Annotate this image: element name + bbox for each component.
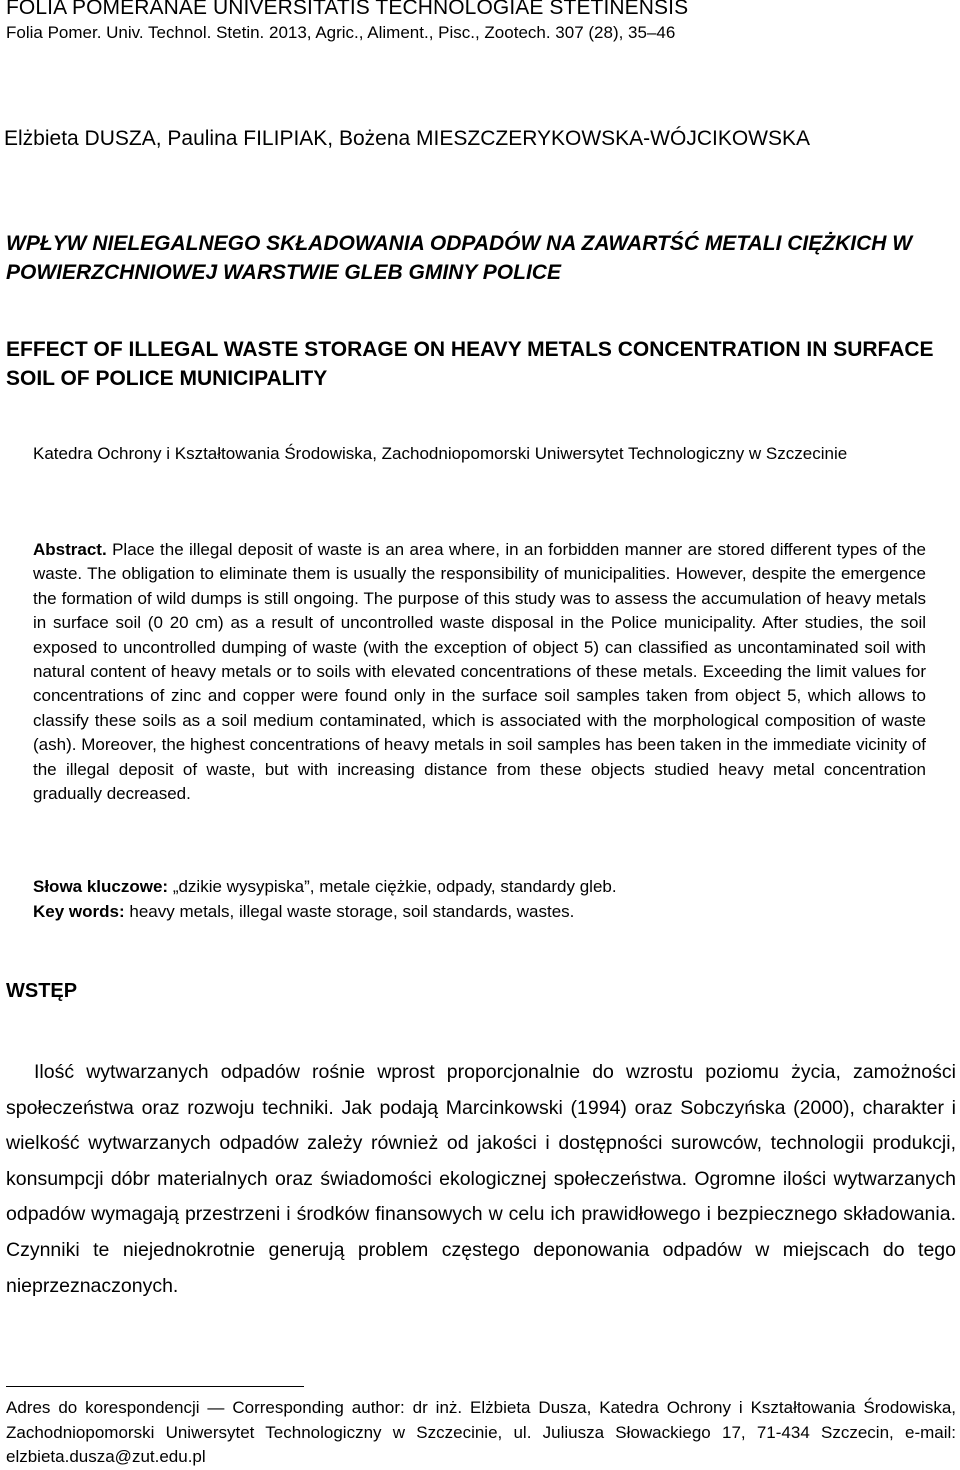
abstract-label: Abstract. bbox=[33, 540, 107, 559]
keywords-block bbox=[33, 874, 933, 924]
correspondence-footnote: Adres do korespondencji — Corresponding author: dr inż. Elżbieta Dusza, Katedra Ochrony i Kształtowania Środowiska, Zachodniopomorski Uniwersytet Technologiczny w Szczecinie, ul. Juliusza Słowackiego 17, 71-434 Szczecin, e-mail: elzbieta.dusza@zut.edu.pl bbox=[6, 1398, 956, 1466]
keywords-polish bbox=[33, 874, 933, 899]
keywords-polish-text: „dzikie wysypiska”, metale ciężkie, odpady, standardy gleb. bbox=[168, 877, 617, 896]
section-heading: WSTĘP bbox=[6, 980, 78, 1002]
keywords-english-label: Key words: bbox=[33, 902, 125, 921]
footnote-divider bbox=[6, 1386, 304, 1387]
abstract-text: Place the illegal deposit of waste is an area where, in an forbidden manner are stored different types of the waste. The obligation to eliminate them is usually the responsibility of municipalities. However, despite the emergence the formation of wild dumps is still ongoing. The purpose of this study was to assess the accumulation of heavy metals in surface soil (0 20 cm) as a result of uncontrolled waste disposal in the Police municipality. After studies, the soil exposed to uncontrolled dumping of waste (with the exception of object 5) can classified as uncontaminated soil with natural content of heavy metals or to soils with elevated concentrations of these metals. Exceeding the limit values for concentrations of zinc and copper were found only in the surface soil samples taken from object 5, which allows to classify these soils as a soil medium contaminated, which is associated with the morphological composition of waste (ash). Moreover, the highest concentrations of heavy metals in soil samples has been taken in the immediate vicinity of the illegal deposit of waste, but with increasing distance from these objects studied heavy metal concentration gradually decreased. bbox=[33, 540, 926, 804]
keywords-english-text: heavy metals, illegal waste storage, soil standards, wastes. bbox=[124, 902, 575, 921]
article-title-english: EFFECT OF ILLEGAL WASTE STORAGE ON HEAVY METALS CONCENTRATION IN SURFACE SOIL OF POLICE MUNICIPALITY bbox=[6, 338, 934, 390]
affiliation: Katedra Ochrony i Kształtowania Środowiska, Zachodniopomorski Uniwersytet Technologiczny w Szczecinie bbox=[33, 444, 848, 463]
keywords-english bbox=[33, 899, 933, 924]
keywords-polish-label: Słowa kluczowe: bbox=[33, 877, 169, 896]
abstract bbox=[33, 538, 926, 806]
journal-citation: Folia Pomer. Univ. Technol. Stetin. 2013, Agric., Aliment., Pisc., Zootech. 307 (28), 35–46 bbox=[6, 23, 676, 42]
intro-paragraph-text: Ilość wytwarzanych odpadów rośnie wprost proporcjonalnie do wzrostu poziomu życia, zamożności społeczeństwa oraz rozwoju techniki. Jak podają Marcinkowski (1994) oraz Sobczyńska (2000), charakter i wielkość wytwarzanych odpadów zależy również od jakości i dostępności surowców, technologii produkcji, konsumpcji dóbr materialnych oraz świadomości ekologicznej społeczeństwa. Ogromne ilości wytwarzanych odpadów wymagają przestrzeni i środków finansowych w celu ich prawidłowego i bezpiecznego składowania. Czynniki te niejednokrotnie generują problem częstego deponowania odpadów w miejscach do tego nieprzeznaczonych. bbox=[6, 1061, 956, 1297]
journal-title: FOLIA POMERANAE UNIVERSITATIS TECHNOLOGIAE STETINENSIS bbox=[6, 0, 689, 19]
author-list: Elżbieta DUSZA, Paulina FILIPIAK, Bożena MIESZCZERYKOWSKA-WÓJCIKOWSKA bbox=[4, 127, 811, 150]
intro-paragraph bbox=[6, 1055, 956, 1304]
article-title-polish: WPŁYW NIELEGALNEGO SKŁADOWANIA ODPADÓW NA ZAWARTŚĆ METALI CIĘŻKICH W POWIERZCHNIOWEJ WARSTWIE GLEB GMINY POLICE bbox=[6, 232, 913, 284]
